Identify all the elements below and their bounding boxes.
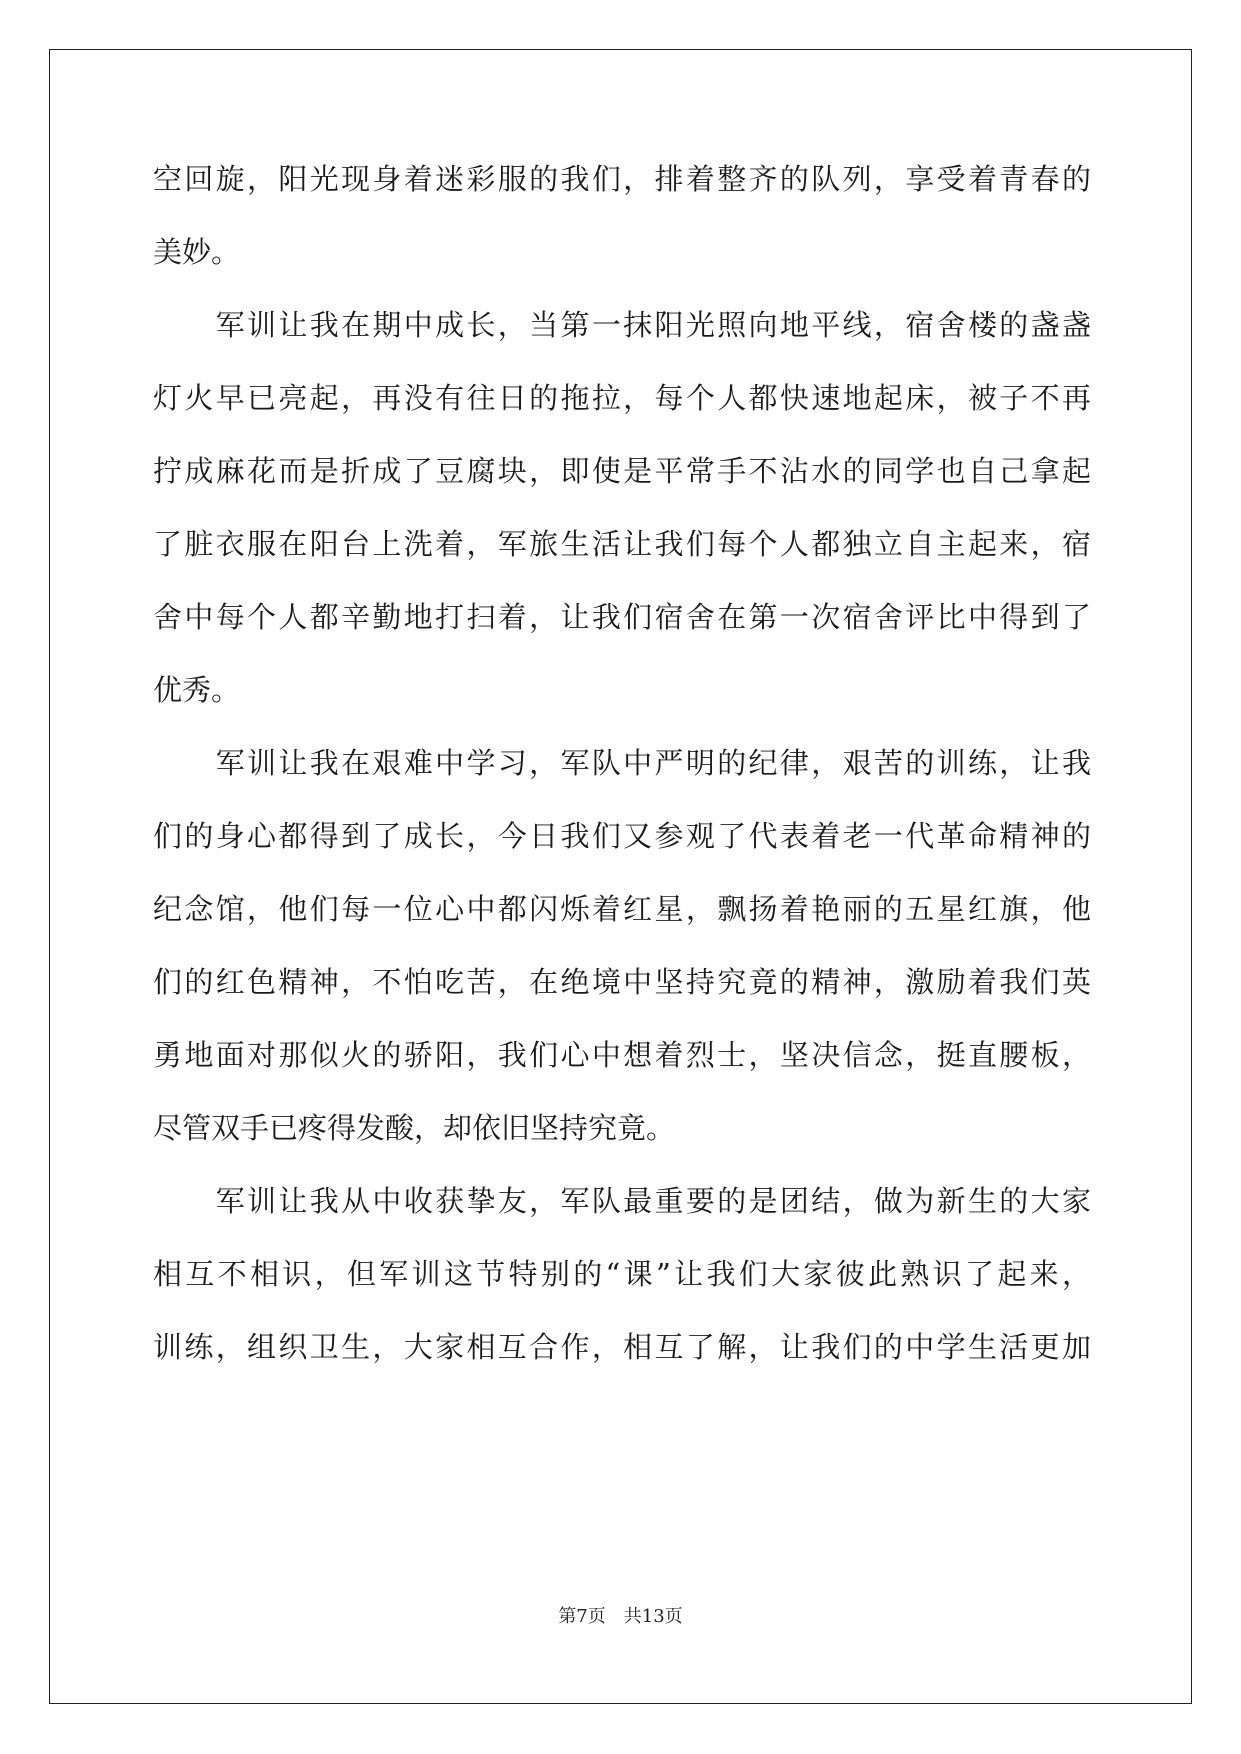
text-line: 拧成麻花而是折成了豆腐块，即使是平常手不沾水的同学也自己拿起 <box>153 454 1091 488</box>
text-line: 优秀。 <box>153 673 241 707</box>
text-line: 军训让我在艰难中学习，军队中严明的纪律，艰苦的训练，让我 <box>153 746 1091 780</box>
text-line: 训练，组织卫生，大家相互合作，相互了解，让我们的中学生活更加 <box>153 1330 1091 1364</box>
document-body <box>153 163 1091 1404</box>
page-total: 共13页 <box>623 1606 683 1627</box>
text-line: 美妙。 <box>153 235 241 269</box>
text-line: 军训让我在期中成长，当第一抹阳光照向地平线，宿舍楼的盏盏 <box>153 308 1091 342</box>
text-line: 灯火早已亮起，再没有往日的拖拉，每个人都快速地起床，被子不再 <box>153 381 1091 415</box>
text-line: 空回旋，阳光现身着迷彩服的我们，排着整齐的队列，享受着青春的 <box>153 162 1091 196</box>
text-line: 们的红色精神，不怕吃苦，在绝境中坚持究竟的精神，激励着我们英 <box>153 965 1091 999</box>
text-line: 纪念馆，他们每一位心中都闪烁着红星，飘扬着艳丽的五星红旗，他 <box>153 892 1091 926</box>
text-line: 了脏衣服在阳台上洗着，军旅生活让我们每个人都独立自主起来，宿 <box>153 527 1091 561</box>
text-line: 舍中每个人都辛勤地打扫着，让我们宿舍在第一次宿舍评比中得到了 <box>153 600 1091 634</box>
page-number: 第7页 <box>558 1606 606 1627</box>
text-line: 相互不相识，但军训这节特别的“课”让我们大家彼此熟识了起来， <box>153 1257 1091 1291</box>
text-line: 勇地面对那似火的骄阳，我们心中想着烈士，坚决信念，挺直腰板， <box>153 1038 1091 1072</box>
page-footer <box>0 1602 1241 1628</box>
text-line: 军训让我从中收获挚友，军队最重要的是团结，做为新生的大家 <box>153 1184 1091 1218</box>
text-line: 尽管双手已疼得发酸，却依旧坚持究竟。 <box>153 1111 676 1145</box>
text-line: 们的身心都得到了成长，今日我们又参观了代表着老一代革命精神的 <box>153 819 1091 853</box>
